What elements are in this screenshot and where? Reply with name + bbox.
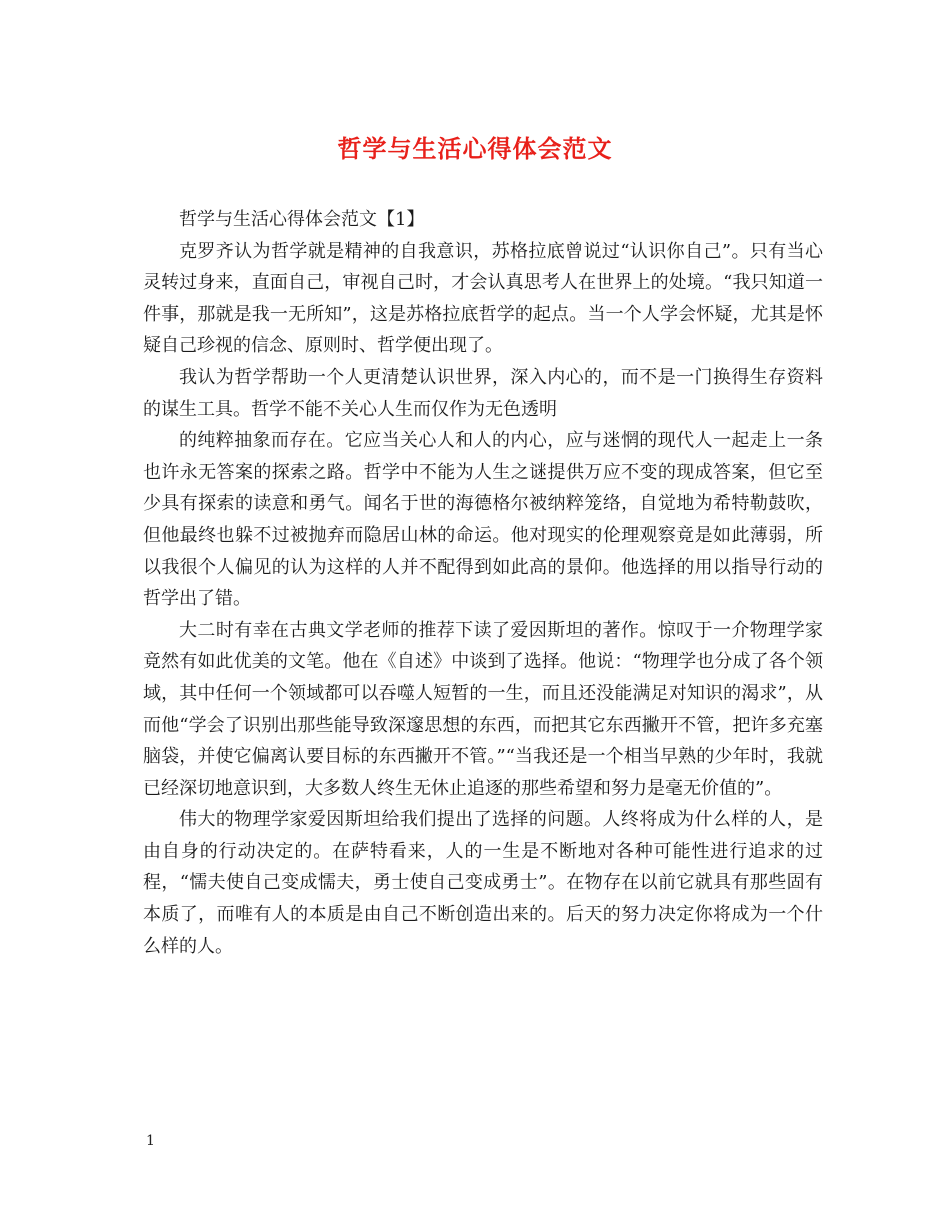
paragraph-4: 大二时有幸在古典文学老师的推荐下读了爱因斯坦的著作。惊叹于一介物理学家竟然有如此优美的文笔。他在《自述》中谈到了选择。他说：“物理学也分成了各个领域，其中任何一个领域都可以吞噬人短暂的一生，而且还没能满足对知识的渴求”，从而他“学会了识别出那些能导致深邃思想的东西，而把其它东西撇开不管，把许多充塞脑袋，并使它偏离认要目标的东西撇开不管。”“当我还是一个相当早熟的少年时，我就已经深切地意识到，大多数人终生无休止追逐的那些希望和努力是毫无价值的”。 <box>143 619 823 799</box>
section-heading: 哲学与生活心得体会范文【1】 <box>179 209 425 230</box>
paragraph-3: 的纯粹抽象而存在。它应当关心人和人的内心，应与迷惘的现代人一起走上一条也许永无答案的探索之路。哲学中不能为人生之谜提供万应不变的现成答案，但它至少具有探索的读意和勇气。闻名于世的海德格尔被纳粹笼络，自觉地为希特勒鼓吹，但他最终也躲不过被抛弃而隐居山林的命运。他对现实的伦理观察竟是如此薄弱，所以我很个人偏见的认为这样的人并不配得到如此高的景仰。他选择的用以指导行动的哲学出了错。 <box>143 430 823 610</box>
document-title: 哲学与生活心得体会范文 <box>337 134 613 163</box>
document-body <box>143 204 823 962</box>
paragraph-5: 伟大的物理学家爱因斯坦给我们提出了选择的问题。人终将成为什么样的人，是由自身的行动决定的。在萨特看来，人的一生是不断地对各种可能性进行追求的过程，“懦夫使自己变成懦夫，勇士使自己变成勇士”。在物存在以前它就具有那些固有本质了，而唯有人的本质是由自己不断创造出来的。后天的努力决定你将成为一个什么样的人。 <box>143 809 823 957</box>
paragraph-2: 我认为哲学帮助一个人更清楚认识世界，深入内心的，而不是一门换得生存资料的谋生工具。哲学不能不关心人生而仅作为无色透明 <box>143 366 823 420</box>
page-number: 1 <box>146 1133 155 1149</box>
paragraph-1: 克罗齐认为哲学就是精神的自我意识，苏格拉底曾说过“认识你自己”。只有当心灵转过身来，直面自己，审视自己时，才会认真思考人在世界上的处境。“我只知道一件事，那就是我一无所知”，这是苏格拉底哲学的起点。当一个人学会怀疑，尤其是怀疑自己珍视的信念、原则时、哲学便出现了。 <box>143 240 823 357</box>
